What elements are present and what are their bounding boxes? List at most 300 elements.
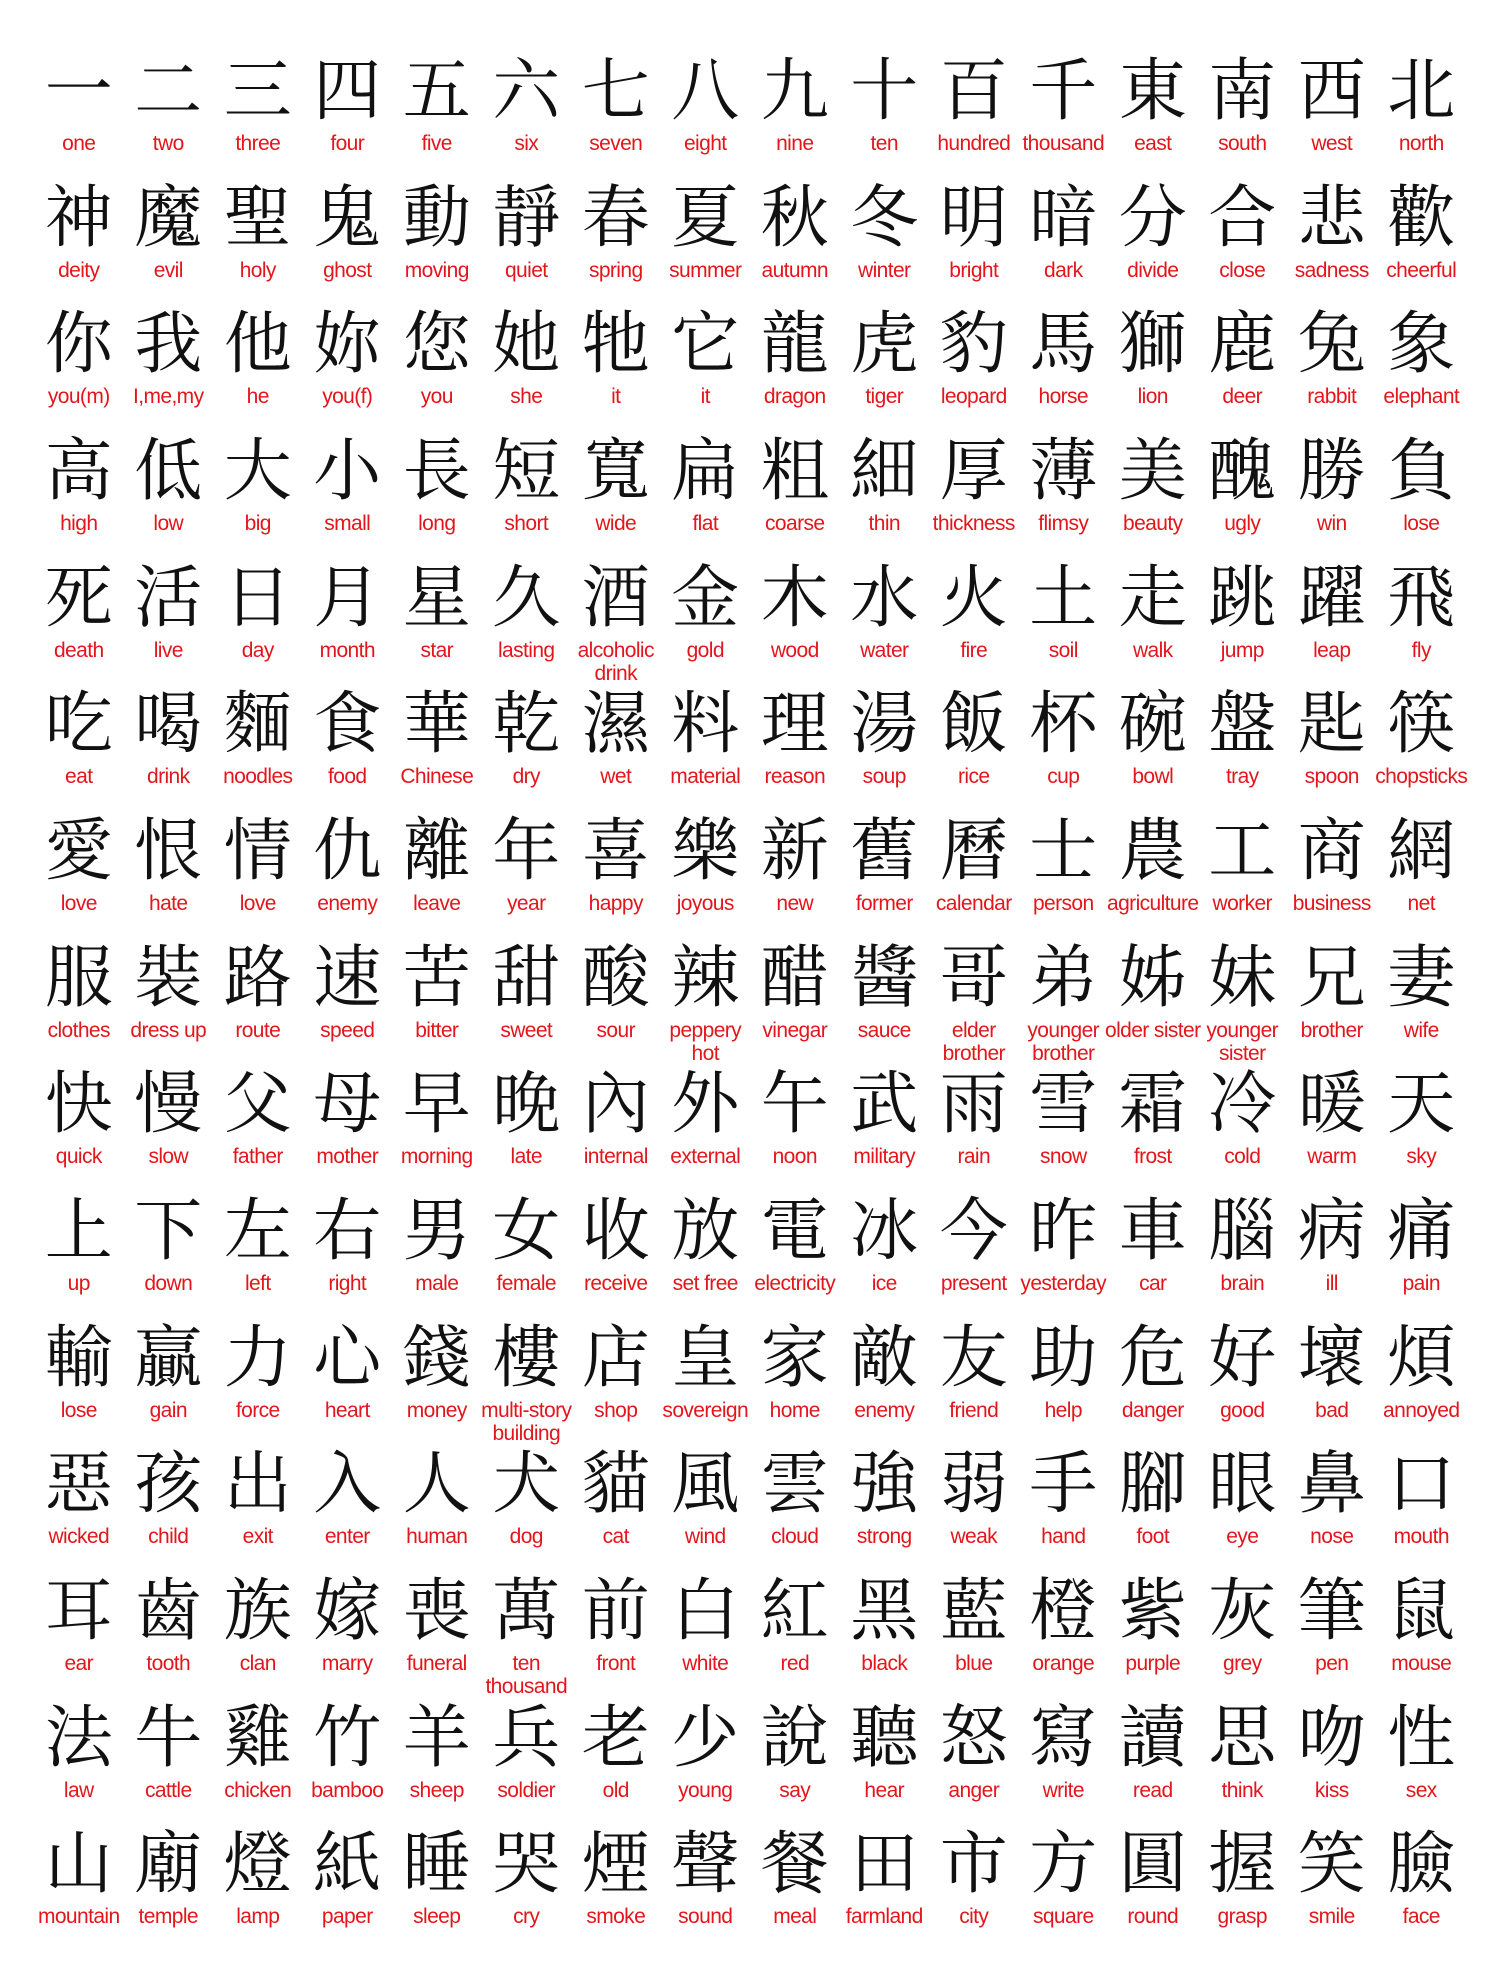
chinese-character: 兄	[1297, 938, 1366, 1018]
chinese-character: 痛	[1387, 1191, 1456, 1271]
character-cell	[1287, 1061, 1377, 1188]
english-meaning: beauty	[1123, 511, 1183, 535]
character-cell	[1198, 808, 1288, 935]
character-cell	[840, 1441, 930, 1568]
english-meaning: live	[153, 638, 183, 662]
chinese-character: 說	[760, 1698, 829, 1778]
chinese-character: 湯	[850, 685, 919, 765]
english-meaning: wide	[595, 511, 637, 535]
character-cell	[1377, 681, 1467, 808]
chinese-character: 眼	[1208, 1445, 1277, 1525]
character-cell	[213, 1568, 303, 1695]
chinese-character: 走	[1118, 558, 1187, 638]
english-meaning: speed	[320, 1018, 375, 1042]
english-meaning: tooth	[146, 1651, 191, 1675]
character-cell	[750, 301, 840, 428]
english-meaning: orange	[1032, 1651, 1095, 1675]
character-cell	[571, 681, 661, 808]
character-cell	[303, 808, 393, 935]
english-meaning: calendar	[935, 891, 1012, 915]
character-cell	[1019, 935, 1109, 1065]
chinese-character: 合	[1208, 178, 1277, 258]
chinese-character: 外	[671, 1065, 740, 1145]
chinese-character: 暖	[1297, 1065, 1366, 1145]
english-meaning: evil	[153, 258, 183, 282]
english-meaning: military	[853, 1145, 916, 1169]
character-cell	[750, 1821, 840, 1948]
character-cell	[1287, 1821, 1377, 1948]
character-cell	[481, 1315, 572, 1445]
chinese-character: 廟	[134, 1825, 203, 1905]
character-cell	[571, 808, 661, 935]
character-cell	[661, 1315, 751, 1442]
chinese-character: 暗	[1029, 178, 1098, 258]
chinese-character: 工	[1208, 811, 1277, 891]
chinese-character: 圓	[1118, 1825, 1187, 1905]
chinese-character: 低	[134, 431, 203, 511]
english-meaning: nose	[1310, 1525, 1354, 1549]
english-meaning: cup	[1047, 765, 1080, 789]
english-meaning: wicked	[48, 1525, 110, 1549]
character-cell	[1198, 48, 1288, 175]
character-cell	[1108, 1315, 1198, 1442]
english-meaning: she	[510, 385, 543, 409]
character-cell	[1108, 1441, 1198, 1568]
chinese-character: 紫	[1118, 1571, 1187, 1651]
chinese-character: 六	[492, 52, 561, 131]
chinese-character: 醬	[850, 938, 919, 1018]
english-meaning: close	[1219, 258, 1266, 282]
character-cell	[1287, 175, 1377, 302]
chinese-character: 牠	[581, 305, 650, 385]
english-meaning: enter	[324, 1525, 370, 1549]
chinese-character: 聲	[671, 1825, 740, 1905]
english-meaning: three	[235, 132, 281, 155]
english-meaning: wet	[600, 765, 632, 789]
character-cell	[213, 428, 303, 555]
character-cell	[303, 1315, 393, 1442]
chinese-character: 甜	[492, 938, 561, 1018]
chinese-character: 冰	[850, 1191, 919, 1271]
english-meaning: elephant	[1383, 385, 1460, 409]
english-meaning: dry	[512, 765, 540, 789]
character-cell	[840, 1315, 930, 1442]
english-meaning: cattle	[144, 1778, 192, 1802]
character-cell	[571, 1568, 661, 1695]
chinese-character: 魔	[134, 178, 203, 258]
english-meaning: good	[1220, 1398, 1265, 1422]
english-meaning: bad	[1315, 1398, 1349, 1422]
character-cell	[1287, 1441, 1377, 1568]
character-cell	[392, 48, 482, 175]
english-meaning: danger	[1121, 1398, 1184, 1422]
english-meaning: set free	[672, 1271, 738, 1295]
english-meaning: former	[855, 891, 913, 915]
character-cell	[1019, 555, 1109, 682]
character-cell	[392, 1568, 482, 1695]
english-meaning: soup	[862, 765, 906, 789]
character-cell	[34, 48, 124, 175]
chinese-character: 西	[1297, 52, 1366, 131]
character-cell	[571, 1315, 661, 1442]
character-cell	[929, 935, 1019, 1065]
chinese-character: 力	[223, 1318, 292, 1398]
chinese-character: 年	[492, 811, 561, 891]
chinese-character: 口	[1387, 1445, 1456, 1525]
chinese-character: 寬	[581, 431, 650, 511]
character-cell	[303, 301, 393, 428]
character-chart	[34, 48, 1466, 1948]
character-cell	[124, 1441, 214, 1568]
character-cell	[1019, 1821, 1109, 1948]
english-meaning: day	[241, 638, 274, 662]
english-meaning: north	[1398, 132, 1444, 155]
character-cell	[392, 1441, 482, 1568]
chinese-character: 市	[939, 1825, 1008, 1905]
character-cell	[1287, 681, 1377, 808]
character-cell	[1377, 1695, 1467, 1822]
character-cell	[213, 681, 303, 808]
english-meaning: mother	[316, 1145, 379, 1169]
chinese-character: 酸	[581, 938, 650, 1018]
chinese-character: 網	[1387, 811, 1456, 891]
english-meaning: thickness	[932, 511, 1015, 535]
english-meaning: agriculture	[1107, 891, 1199, 915]
character-cell	[929, 1315, 1019, 1442]
english-meaning: front	[596, 1651, 636, 1675]
chinese-character: 鹿	[1208, 305, 1277, 385]
character-cell	[392, 1188, 482, 1315]
character-cell	[124, 1821, 214, 1948]
english-meaning: long	[418, 511, 456, 535]
chinese-character: 乾	[492, 685, 561, 765]
character-cell	[661, 1568, 751, 1695]
english-meaning: eat	[65, 765, 93, 789]
chinese-character: 藍	[939, 1571, 1008, 1651]
character-cell	[571, 175, 661, 302]
english-meaning: female	[496, 1271, 556, 1295]
chinese-character: 料	[671, 685, 740, 765]
character-cell	[1198, 1188, 1288, 1315]
character-cell	[34, 1441, 124, 1568]
character-cell	[1019, 301, 1109, 428]
chinese-character: 新	[760, 811, 829, 891]
chinese-character: 田	[850, 1825, 919, 1905]
character-cell	[303, 428, 393, 555]
english-meaning: dragon	[763, 385, 826, 409]
english-meaning: walk	[1132, 638, 1173, 662]
chinese-character: 聽	[850, 1698, 919, 1778]
character-cell	[1198, 428, 1288, 555]
character-cell	[1198, 1061, 1288, 1188]
chinese-character: 南	[1208, 52, 1277, 131]
chinese-character: 鼠	[1387, 1571, 1456, 1651]
character-cell	[750, 1568, 840, 1695]
chinese-character: 跳	[1208, 558, 1277, 638]
character-cell	[1377, 301, 1467, 428]
character-cell	[34, 1695, 124, 1822]
chinese-character: 他	[223, 305, 292, 385]
chinese-character: 妹	[1208, 938, 1277, 1018]
chinese-character: 躍	[1297, 558, 1366, 638]
chinese-character: 死	[44, 558, 113, 638]
character-cell	[482, 428, 572, 555]
character-cell	[1377, 48, 1467, 175]
character-cell	[1377, 1188, 1467, 1315]
english-meaning: late	[510, 1145, 542, 1169]
character-cell	[929, 808, 1019, 935]
english-meaning: reason	[764, 765, 826, 789]
chinese-character: 危	[1118, 1318, 1187, 1398]
character-cell	[1198, 1821, 1288, 1948]
character-cell	[124, 1315, 214, 1442]
character-cell	[929, 1695, 1019, 1822]
character-cell	[571, 428, 661, 555]
character-cell	[929, 555, 1019, 682]
character-cell	[303, 1188, 393, 1315]
character-cell	[1108, 175, 1198, 302]
chinese-character: 豹	[939, 305, 1008, 385]
chinese-character: 煩	[1387, 1318, 1456, 1398]
english-meaning: you(f)	[322, 385, 373, 409]
character-cell	[213, 175, 303, 302]
character-cell	[303, 555, 393, 682]
chinese-character: 臉	[1387, 1825, 1456, 1905]
character-cell	[482, 1441, 572, 1568]
character-cell	[929, 1568, 1019, 1695]
chinese-character: 腳	[1118, 1445, 1187, 1525]
english-meaning: soldier	[497, 1778, 556, 1802]
chinese-character: 犬	[492, 1445, 561, 1525]
english-meaning: older sister	[1104, 1018, 1201, 1042]
character-cell	[392, 808, 482, 935]
character-cell	[124, 681, 214, 808]
english-meaning: jump	[1220, 638, 1264, 662]
chinese-character: 樓	[492, 1318, 561, 1398]
english-meaning: dress up	[130, 1018, 207, 1042]
character-cell	[482, 1695, 572, 1822]
character-cell	[482, 555, 572, 682]
english-meaning: hate	[149, 891, 188, 915]
english-meaning: weak	[950, 1525, 998, 1549]
english-meaning: deity	[58, 258, 100, 282]
chinese-character: 寫	[1029, 1698, 1098, 1778]
character-cell	[571, 1188, 661, 1315]
chinese-character: 黑	[850, 1571, 919, 1651]
character-cell	[482, 935, 572, 1062]
character-cell	[661, 1441, 751, 1568]
character-cell	[392, 428, 482, 555]
english-meaning: material	[670, 765, 741, 789]
english-meaning: friend	[949, 1398, 999, 1422]
chinese-character: 分	[1118, 178, 1187, 258]
chinese-character: 酒	[581, 558, 650, 638]
chinese-character: 喜	[581, 811, 650, 891]
character-cell	[1019, 1568, 1109, 1695]
chinese-character: 昨	[1029, 1191, 1098, 1271]
english-meaning: black	[861, 1651, 908, 1675]
english-meaning: round	[1127, 1905, 1179, 1929]
character-cell	[392, 1315, 482, 1442]
chinese-character: 耳	[44, 1571, 113, 1651]
english-meaning: receive	[584, 1271, 648, 1295]
character-cell	[661, 1695, 751, 1822]
character-cell	[661, 1061, 751, 1188]
chinese-character: 睡	[402, 1825, 471, 1905]
character-cell	[124, 808, 214, 935]
chinese-character: 午	[760, 1065, 829, 1145]
character-cell	[213, 808, 303, 935]
character-cell	[1019, 808, 1109, 935]
chinese-character: 今	[939, 1191, 1008, 1271]
chinese-character: 苦	[402, 938, 471, 1018]
english-meaning: love	[239, 891, 276, 915]
english-meaning: city	[959, 1905, 989, 1929]
english-meaning: meal	[773, 1905, 817, 1929]
chinese-character: 雪	[1029, 1065, 1098, 1145]
character-cell	[571, 935, 661, 1062]
english-meaning: enemy	[854, 1398, 915, 1422]
english-meaning: lasting	[497, 638, 555, 662]
english-meaning: leave	[413, 891, 461, 915]
chinese-character: 兔	[1297, 305, 1366, 385]
chinese-character: 出	[223, 1445, 292, 1525]
english-meaning: ear	[64, 1651, 94, 1675]
character-cell	[303, 935, 393, 1062]
character-cell	[124, 1188, 214, 1315]
chinese-character: 厚	[939, 431, 1008, 511]
chinese-character: 理	[760, 685, 829, 765]
english-meaning: marry	[321, 1651, 373, 1675]
chinese-character: 火	[939, 558, 1008, 638]
character-cell	[213, 301, 303, 428]
character-cell	[1287, 1695, 1377, 1822]
character-cell	[1019, 428, 1109, 555]
chinese-character: 喝	[134, 685, 203, 765]
english-meaning: paper	[321, 1905, 373, 1929]
english-meaning: child	[148, 1525, 189, 1549]
character-cell	[303, 1695, 393, 1822]
chinese-character: 牛	[134, 1698, 203, 1778]
chinese-character: 少	[671, 1698, 740, 1778]
english-meaning: net	[1407, 891, 1435, 915]
chinese-character: 弱	[939, 1445, 1008, 1525]
chinese-character: 離	[402, 811, 471, 891]
chinese-character: 龍	[760, 305, 829, 385]
english-meaning: right	[328, 1271, 367, 1295]
english-meaning: low	[153, 511, 184, 535]
character-cell	[124, 1568, 214, 1695]
english-meaning: snow	[1039, 1145, 1087, 1169]
english-meaning: fire	[960, 638, 988, 662]
english-meaning: money	[406, 1398, 467, 1422]
english-meaning: mouth	[1393, 1525, 1449, 1549]
english-meaning: sadness	[1294, 258, 1369, 282]
english-meaning: quick	[55, 1145, 102, 1169]
english-meaning: blue	[955, 1651, 993, 1675]
english-meaning: bright	[949, 258, 999, 282]
character-cell	[213, 555, 303, 682]
character-cell	[840, 1568, 930, 1695]
english-meaning: autumn	[761, 258, 828, 282]
character-cell	[1019, 48, 1109, 175]
english-meaning: year	[507, 891, 546, 915]
english-meaning: law	[63, 1778, 94, 1802]
chinese-character: 哥	[939, 938, 1008, 1018]
chinese-character: 父	[223, 1065, 292, 1145]
character-cell	[840, 681, 930, 808]
chinese-character: 兵	[492, 1698, 561, 1778]
chinese-character: 濕	[581, 685, 650, 765]
english-meaning: quiet	[504, 258, 548, 282]
chinese-character: 飛	[1387, 558, 1456, 638]
english-meaning: red	[780, 1651, 810, 1675]
english-meaning: drink	[146, 765, 190, 789]
character-cell	[1287, 1315, 1377, 1442]
character-cell	[1377, 428, 1467, 555]
chinese-character: 紅	[760, 1571, 829, 1651]
character-cell	[661, 555, 751, 682]
chinese-character: 靜	[492, 178, 561, 258]
english-meaning: elder brother	[942, 1018, 1005, 1065]
chinese-character: 負	[1387, 431, 1456, 511]
character-cell	[1019, 1695, 1109, 1822]
character-cell	[1019, 1061, 1109, 1188]
english-meaning: you(m)	[47, 385, 110, 409]
english-meaning: soil	[1048, 638, 1078, 662]
english-meaning: alcoholic drink	[577, 638, 654, 685]
character-cell	[34, 1188, 124, 1315]
english-meaning: south	[1218, 132, 1267, 155]
character-cell	[303, 681, 393, 808]
chinese-character: 馬	[1029, 305, 1098, 385]
chinese-character: 細	[850, 431, 919, 511]
character-cell	[1198, 1315, 1288, 1442]
chinese-character: 上	[44, 1191, 113, 1271]
chinese-character: 秋	[760, 178, 829, 258]
character-cell	[1198, 1441, 1288, 1568]
character-cell	[1377, 1315, 1467, 1442]
chinese-character: 燈	[223, 1825, 292, 1905]
english-meaning: leopard	[940, 385, 1007, 409]
english-meaning: person	[1032, 891, 1094, 915]
character-cell	[1019, 1315, 1109, 1442]
chinese-character: 千	[1029, 52, 1098, 131]
character-cell	[661, 935, 751, 1065]
chinese-character: 商	[1297, 811, 1366, 891]
character-cell	[750, 48, 840, 175]
english-meaning: grasp	[1217, 1905, 1268, 1929]
chinese-character: 鬼	[313, 178, 382, 258]
character-cell	[1287, 935, 1377, 1062]
english-meaning: force	[235, 1398, 280, 1422]
english-meaning: peppery hot	[669, 1018, 742, 1065]
chinese-character: 嫁	[313, 1571, 382, 1651]
chinese-character: 鼻	[1297, 1445, 1366, 1525]
chinese-character: 星	[402, 558, 471, 638]
character-cell	[124, 428, 214, 555]
chinese-character: 收	[581, 1191, 650, 1271]
english-meaning: pen	[1315, 1651, 1349, 1675]
chinese-character: 妳	[313, 305, 382, 385]
english-meaning: seven	[589, 132, 643, 155]
character-cell	[1198, 1695, 1288, 1822]
character-cell	[929, 1821, 1019, 1948]
character-cell	[571, 1061, 661, 1188]
english-meaning: win	[1316, 511, 1347, 535]
character-cell	[750, 175, 840, 302]
chinese-character: 快	[44, 1065, 113, 1145]
